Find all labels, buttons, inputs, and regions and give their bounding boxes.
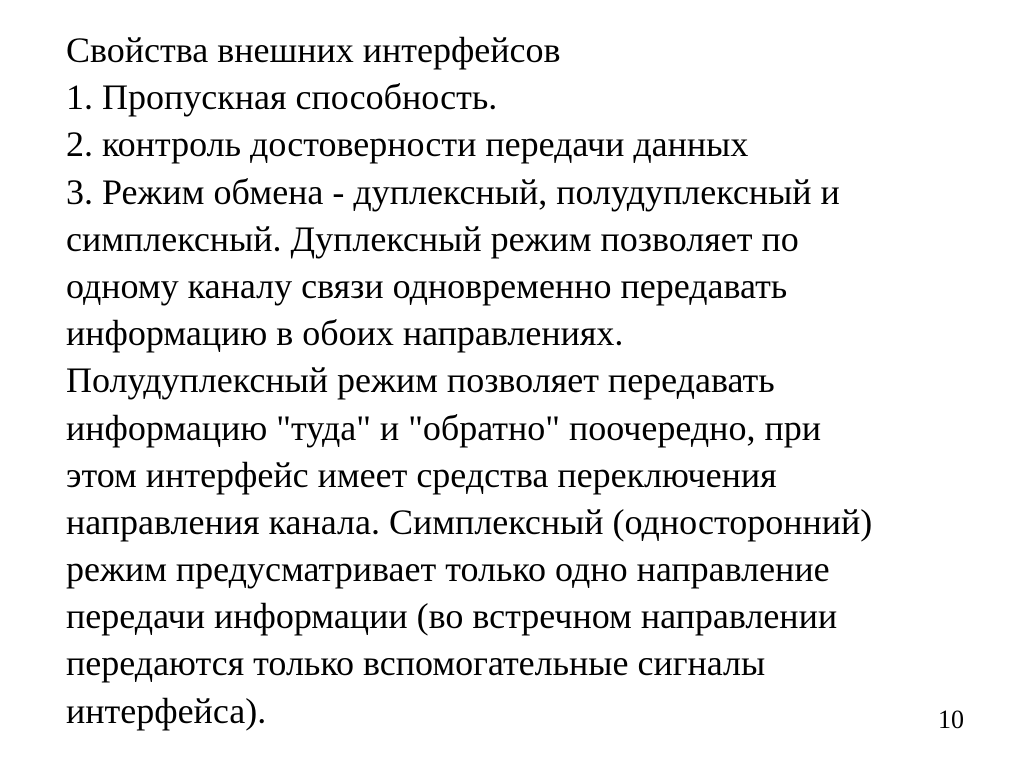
list-item-throughput: 1. Пропускная способность. <box>66 77 498 118</box>
text-line: симплексный. Дуплексный режим позволяет по <box>66 218 799 259</box>
text-line: информацию в обоих направлениях. <box>66 313 624 354</box>
text-line: направления канала. Симплексный (односторонний) <box>66 501 873 542</box>
text-line: этом интерфейс имеет средства переключения <box>66 454 777 495</box>
text-line: режим предусматривает только одно направление <box>66 549 830 590</box>
text-line: одному каналу связи одновременно передавать <box>66 265 788 306</box>
list-item-exchange-mode: 3. Режим обмена - дуплексный, полудуплексный и <box>66 171 840 212</box>
slide-title: Свойства внешних интерфейсов <box>66 30 561 70</box>
text-line: интерфейса). <box>66 690 267 731</box>
text-line: передаются только вспомогательные сигналы <box>66 643 766 684</box>
text-line: Полудуплексный режим позволяет передавать <box>66 360 775 401</box>
list-item-integrity-control: 2. контроль достоверности передачи данных <box>66 124 749 165</box>
text-line: информацию "туда" и "обратно" поочередно, при <box>66 407 821 448</box>
slide-text <box>66 27 986 735</box>
page-number: 10 <box>938 705 964 734</box>
text-line: передачи информации (во встречном направлении <box>66 596 838 637</box>
